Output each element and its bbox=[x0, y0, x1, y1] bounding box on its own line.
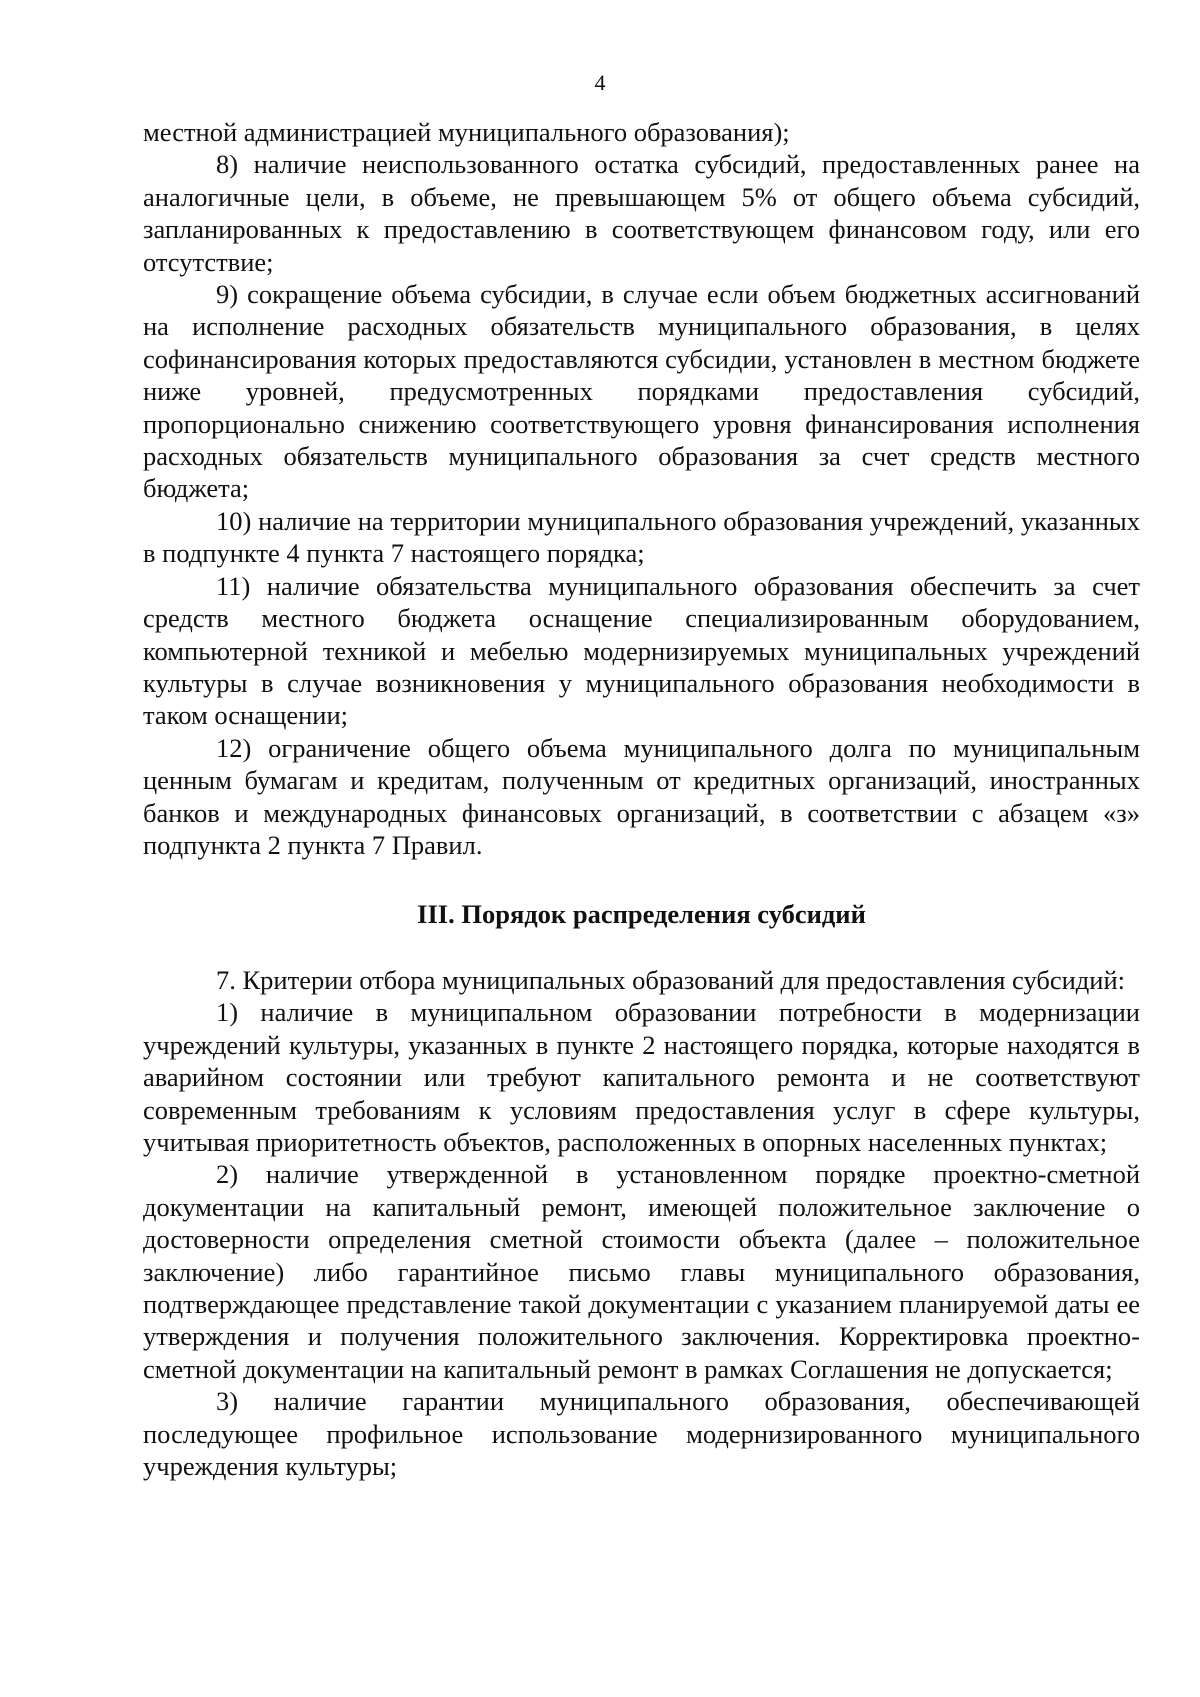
list-continuation bbox=[143, 116, 1140, 861]
section-heading: III. Порядок распределения субсидий bbox=[417, 899, 866, 929]
paragraph-item-11: 11) наличие обязательства муниципального образования обеспечить за счет средств местного бюджета оснащение специализированным оборудованием, компьютерной техникой и мебелью модернизируемых муниципальных учреждений культуры в случае возникновения у муниципального образования необходимости в таком оснащении; bbox=[143, 570, 1140, 731]
paragraph-item-8: 8) наличие неиспользованного остатка субсидий, предоставленных ранее на аналогичные цели, в объеме, не превышающем 5% от общего объема субсидий, запланированных к предоставлению в соответствующем финансовом году, или его отсутствие; bbox=[143, 149, 1140, 277]
paragraph-continuation: местной администрацией муниципального образования); bbox=[143, 117, 790, 147]
paragraph-clause-7: 7. Критерии отбора муниципальных образований для предоставления субсидий: bbox=[216, 965, 1125, 995]
paragraph-item-9: 9) сокращение объема субсидии, в случае если объем бюджетных ассигнований на исполнение расходных обязательств муниципального образования, в целях софинансирования которых предоставляются субсидии, установлен в местном бюджете ниже уровней, предусмотренных порядками предоставления субсидий, пропорционально снижению соответствующего уровня финансирования исполнения расходных обязательств муниципального образования за счет средств местного бюджета; bbox=[143, 279, 1140, 504]
section-heading-block bbox=[143, 898, 1140, 930]
section-body bbox=[143, 964, 1140, 1483]
paragraph-criterion-1: 1) наличие в муниципальном образовании потребности в модернизации учреждений культуры, указанных в пункте 2 настоящего порядка, которые находятся в аварийном состоянии или требуют капитального ремонта и не соответствуют современным требованиям к условиям предоставления услуг в сфере культуры, учитывая приоритетность объектов, расположенных в опорных населенных пунктах; bbox=[143, 997, 1140, 1158]
paragraph-criterion-3: 3) наличие гарантии муниципального образования, обеспечивающей последующее профильное использование модернизированного муниципального учреждения культуры; bbox=[143, 1386, 1140, 1482]
paragraph-item-12: 12) ограничение общего объема муниципального долга по муниципальным ценным бумагам и кредитам, полученным от кредитных организаций, иностранных банков и международных финансовых организаций, в соответствии с абзацем «з» подпункта 2 пункта 7 Правил. bbox=[143, 732, 1140, 860]
paragraph-criterion-2: 2) наличие утвержденной в установленном порядке проектно-сметной документации на капитальный ремонт, имеющей положительное заключение о достоверности определения сметной стоимости объекта (далее – положительное заключение) либо гарантийное письмо главы муниципального образования, подтверждающее представление такой документации с указанием планируемой даты ее утверждения и получения положительного заключения. Корректировка проектно-сметной документации на капитальный ремонт в рамках Соглашения не допускается; bbox=[143, 1159, 1140, 1384]
paragraph-item-10: 10) наличие на территории муниципального образования учреждений, указанных в подпункте 4 пункта 7 настоящего порядка; bbox=[143, 505, 1140, 569]
page-number: 4 bbox=[594, 70, 606, 95]
